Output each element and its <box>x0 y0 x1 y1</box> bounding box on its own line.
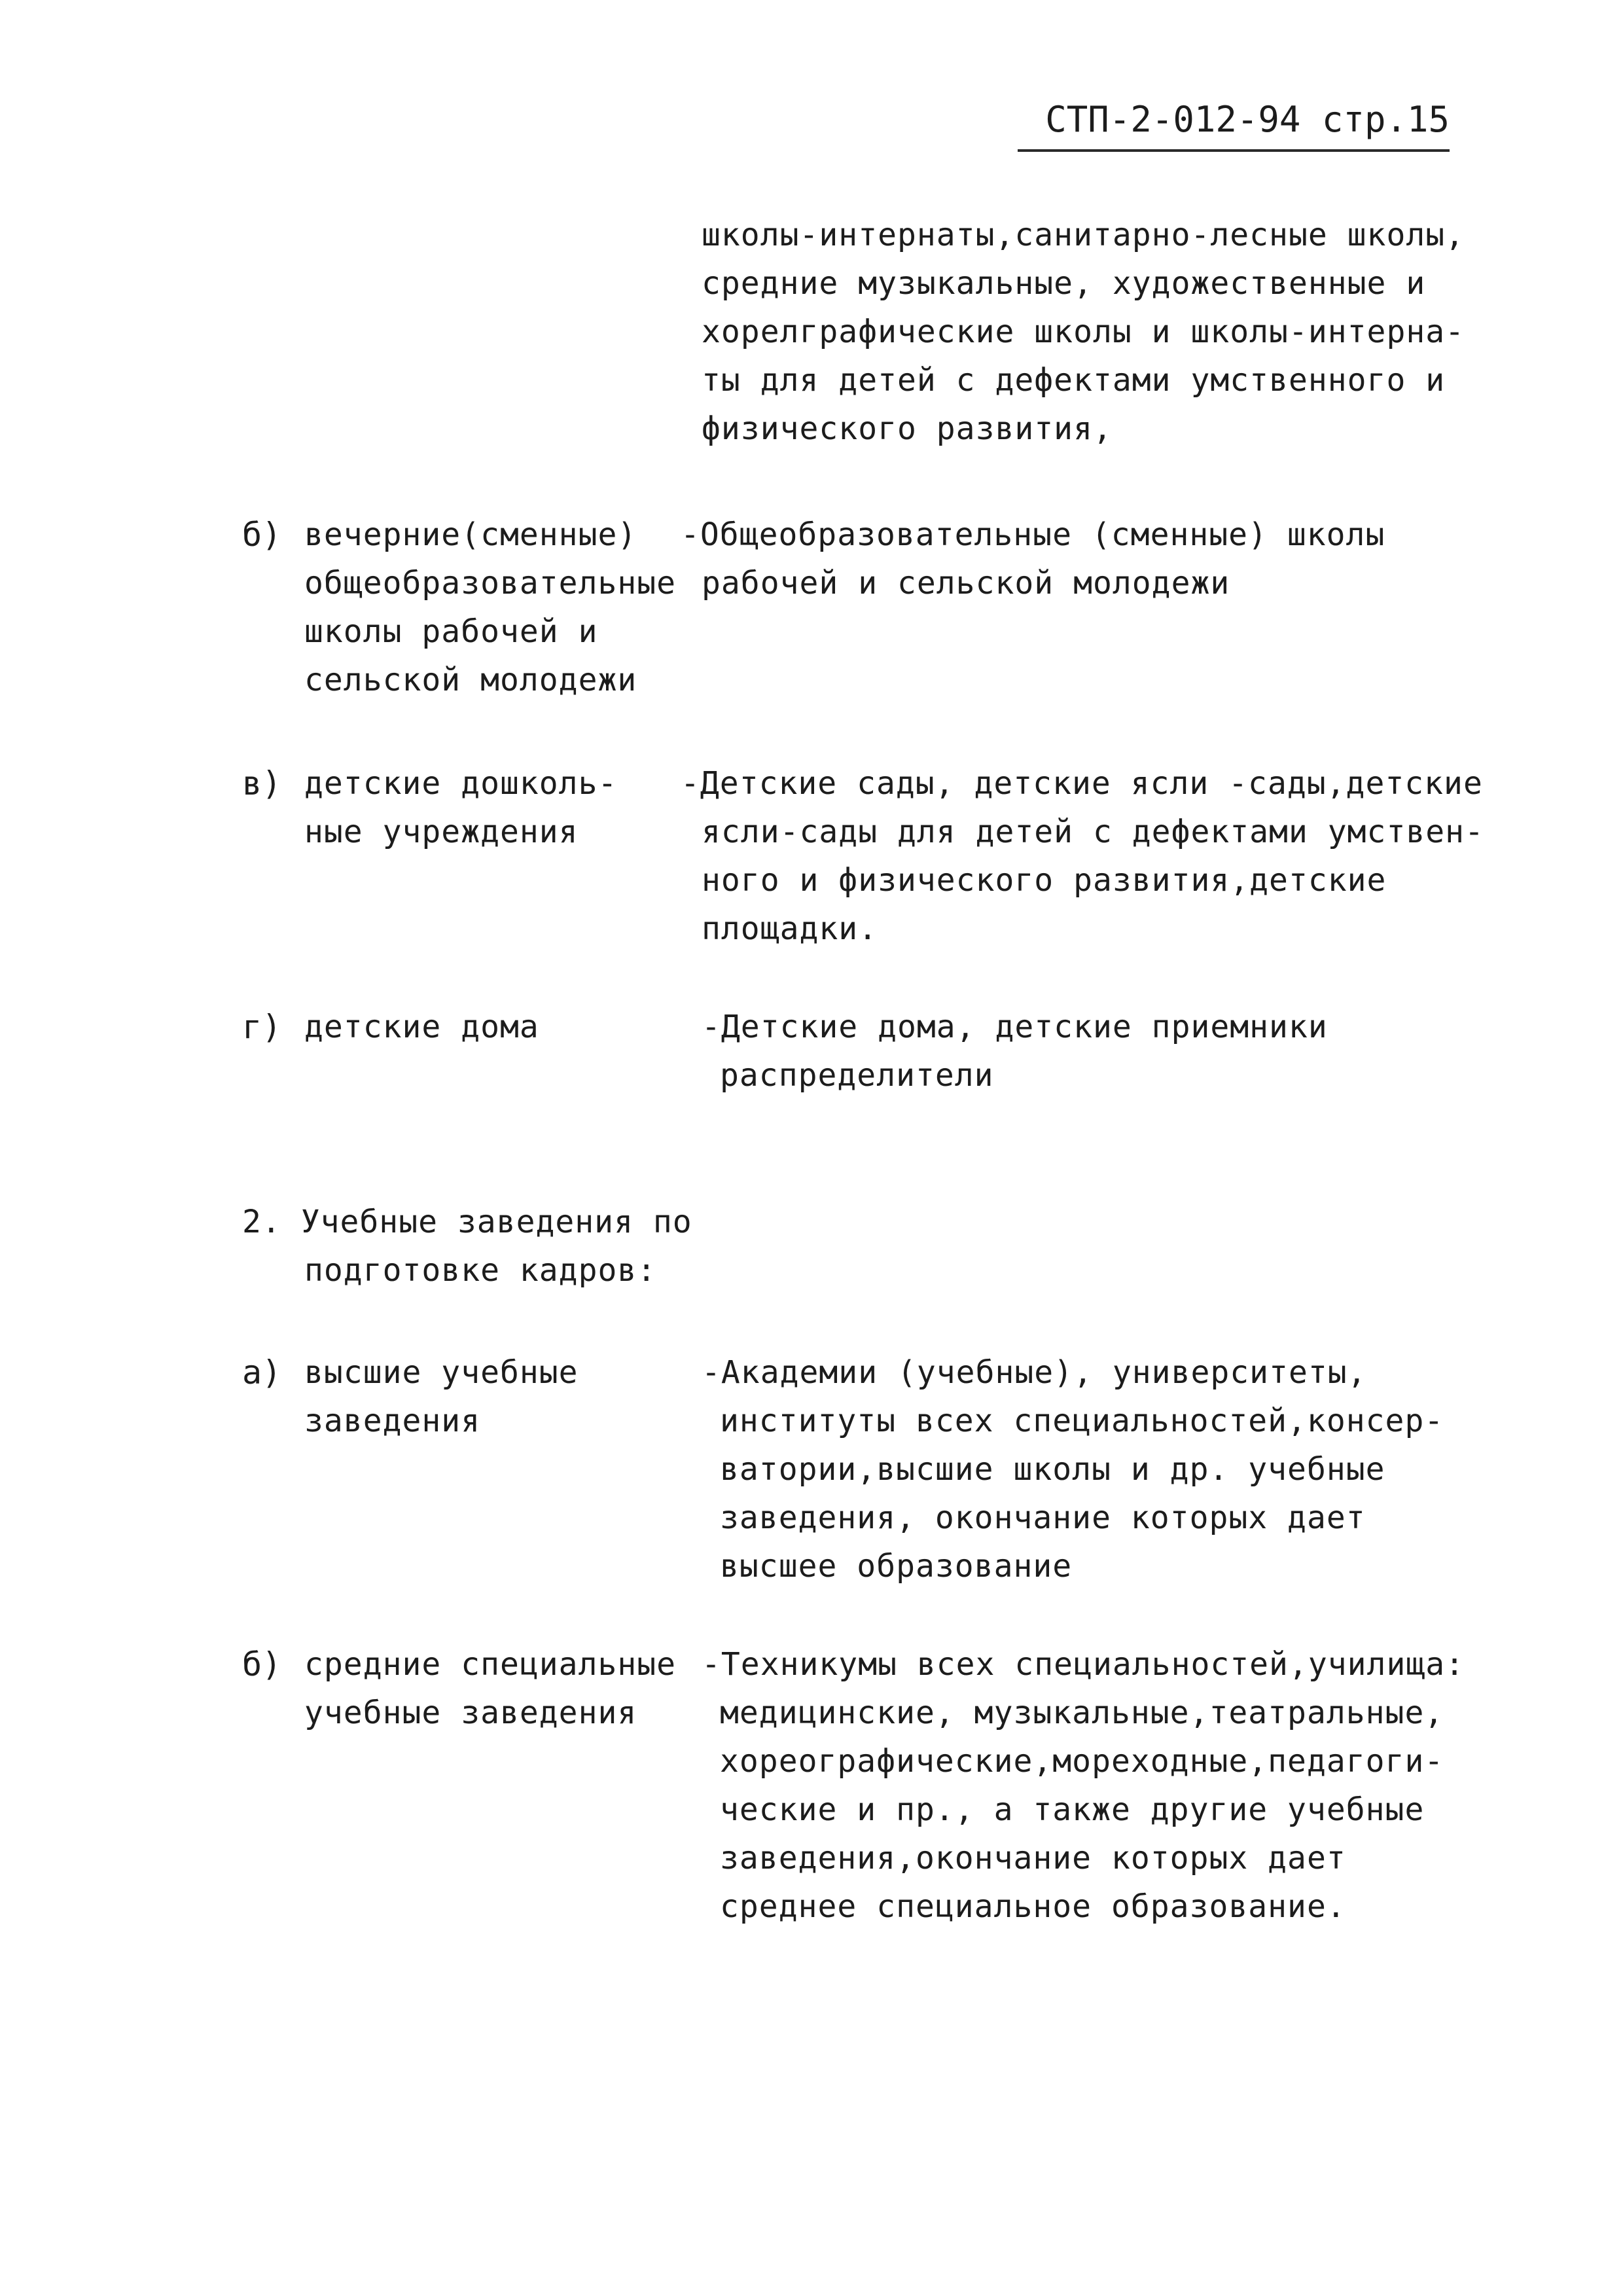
item-term-line: вечерние(сменные) <box>304 516 637 553</box>
item-desc-line: ватории,высшие школы и др. учебные <box>720 1451 1385 1488</box>
item-term-line: детские дома <box>304 1009 539 1045</box>
item-term-line: учебные заведения <box>304 1695 637 1731</box>
item-desc-line: распределители <box>720 1057 994 1094</box>
item-desc-line: -Общеобразовательные (сменные) школы <box>681 516 1385 553</box>
item-desc-line: высшее образование <box>720 1548 1073 1585</box>
item-term-line: ные учреждения <box>304 814 579 850</box>
item-desc-line: рабочей и сельской молодежи <box>702 565 1230 601</box>
item-term-line: высшие учебные <box>304 1354 579 1391</box>
document-code-header: СТП-2-012-94 стр.15 <box>1045 99 1450 140</box>
item-marker: г) <box>242 1008 282 1046</box>
item-desc-line: медицинские, музыкальные,театральные, <box>720 1695 1444 1731</box>
item-desc-line: ясли-сады для детей с дефектами умствен- <box>702 814 1484 850</box>
item-marker: в) <box>242 764 282 802</box>
item-desc-line: хореографические,мореходные,педагоги- <box>720 1743 1444 1780</box>
continuation-line: ты для детей с дефектами умственного и <box>702 362 1446 399</box>
item-desc-line: ческие и пр., а также другие учебные <box>720 1791 1425 1828</box>
item-desc-line: -Детские дома, детские приемники <box>702 1009 1328 1045</box>
item-term-line: общеобразовательные <box>304 565 677 601</box>
section-heading-line: 2. Учебные заведения по <box>242 1204 692 1240</box>
section-heading-line: подготовке кадров: <box>304 1252 657 1289</box>
item-desc-line: -Детские сады, детские ясли -сады,детские <box>681 765 1483 802</box>
item-marker: б) <box>242 516 282 554</box>
item-desc-line: ного и физического развития,детские <box>702 862 1387 899</box>
item-marker: а) <box>242 1354 282 1391</box>
item-term-line: средние специальные <box>304 1646 677 1683</box>
continuation-line: физического развития, <box>702 410 1113 447</box>
item-desc-line: среднее специальное образование. <box>720 1888 1346 1925</box>
item-term-line: заведения <box>304 1403 481 1439</box>
item-desc-line: -Академии (учебные), университеты, <box>702 1354 1367 1391</box>
item-term-line: школы рабочей и <box>304 613 598 650</box>
item-desc-line: заведения, окончание которых дает <box>720 1499 1366 1536</box>
continuation-line: школы-интернаты,санитарно-лесные школы, <box>702 217 1465 253</box>
header-underline <box>1018 149 1450 152</box>
item-desc-line: институты всех специальностей,консер- <box>720 1403 1444 1439</box>
continuation-line: хорелграфические школы и школы-интерна- <box>702 314 1465 350</box>
item-desc-line: -Техникумы всех специальностей,училища: <box>702 1646 1465 1683</box>
item-marker: б) <box>242 1645 282 1683</box>
item-desc-line: площадки. <box>702 910 878 947</box>
item-term-line: сельской молодежи <box>304 662 637 698</box>
continuation-line: средние музыкальные, художественные и <box>702 265 1426 302</box>
item-term-line: детские дошколь- <box>304 765 618 802</box>
item-desc-line: заведения,окончание которых дает <box>720 1840 1346 1876</box>
